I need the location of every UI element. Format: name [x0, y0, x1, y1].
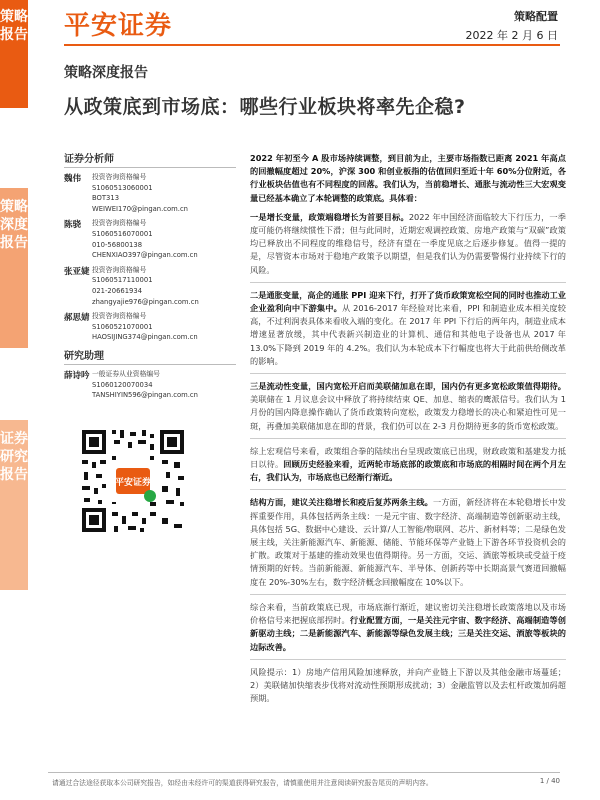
page-number: 1 / 40 — [539, 777, 560, 785]
summary-paragraph-2 — [250, 211, 566, 283]
summary-paragraph-5 — [250, 445, 566, 491]
analyst-name: 郝思婧 — [64, 313, 90, 324]
analyst-name: 魏伟 — [64, 174, 82, 184]
summary-paragraph-6 — [250, 496, 566, 594]
paragraph-highlight: 行业配置方面，一是关注元宇宙、数字经济、高端制造等创新驱动主线；二是新能源汽车、新能源等绿色发展主线；三是关注交运、酒旅等板块的边际改善。 — [250, 615, 566, 652]
analyst-details — [92, 172, 188, 214]
summary-paragraph-7 — [250, 601, 566, 660]
analyst-column — [64, 150, 236, 405]
assistant-entry — [64, 369, 236, 401]
band-label-mid: 策略深度报告 — [0, 199, 28, 251]
analyst-cert-no: S1060517110001 — [92, 276, 153, 285]
analyst-email[interactable]: WEIWEI170@pingan.com.cn — [92, 204, 188, 213]
analyst-details — [92, 218, 198, 260]
risk-warning: 风险提示：1）房地产信用风险加速释放，并向产业链上下游以及其他金融市场蔓延；2）美联储加快缩表步伐将对流动性预期形成扰动；3）金融监管以及去杠杆政策加码超预期。 — [250, 666, 566, 704]
summary-paragraph-3 — [250, 289, 566, 374]
paragraph-text: 2022 年中国经济面临较大下行压力，一季度可能仍将继续惯性下滑；但与此同时，近期宏观调控政策、房地产政策与“双碳”政策均已释放出不同程度的维稳信号，经济有望在一季度见底之后逐步修复。值得一提的是，尽管资本市场对于稳地产政策予以期望，但是我们认为仍需要警惕行业持续下行的风险。 — [250, 211, 566, 275]
paragraph-text: 从 2016-2017 年经验对比来看，PPI 和制造业成本相关度较高，不过利润表具体来看收入端的变化。在 2017 年 PPI 下行后的两年内，制造业成本增速显著放缓，其中代表新兴制造业的计算机、通信和其他电子设备也从 2017 年 13.0%下降到 2019 年的 4.2%。我们认为本轮成本下行幅度也将大于此前供给侧改革的影响。 — [250, 303, 566, 366]
analyst-phone: 010-56800138 — [92, 240, 143, 249]
analyst-name: 张亚婕 — [64, 266, 90, 277]
band-label-bottom: 证券研究报告 — [0, 431, 28, 483]
analyst-cert-no: S1060521070001 — [92, 322, 153, 331]
analyst-entry — [64, 218, 236, 260]
analyst-cert-label: 投资咨询资格编号 — [92, 312, 147, 321]
doc-type: 策略配置 — [514, 10, 558, 23]
analyst-phone: 021-20661934 — [92, 286, 143, 295]
paragraph-highlight: 回顾历史经验来看，近两轮市场底部的政策底和市场底的相隔时间在两个月左右，我们认为，市场底也已经渐行渐近。 — [250, 459, 566, 483]
assistant-email[interactable]: TANSHIYIN596@pingan.com.cn — [92, 391, 198, 400]
assistants-heading: 研究助理 — [64, 347, 236, 365]
paragraph-highlight: 三是流动性变量，国内宽松开启而美联储加息在即，国内仍有更多宽松政策值得期待。 — [250, 381, 566, 392]
paragraph-text: 综合来看，当前政策底已现，市场底渐行渐近，建议密切关注稳增长政策落地以及市场价格信号来把握底部拐时。 — [250, 601, 566, 626]
analyst-entry — [64, 311, 236, 343]
paragraph-text: 一方面，新经济将在本轮稳增长中发挥重要作用，具体包括两条主线：一是元宇宙、数字经济、高端制造等创新驱动主线，具体包括 5G、数据中心建设、云计算/人工智能/物联网、芯片、新材料等；二是绿色发展主线，关注新能源汽车、新能源、储能、节能环保等产业链上下游各环节投资机会的扩散。政策对于基建的推动效果也值得期待。另一方面，交运、酒旅等板块或受益于疫情预期的好转。当前新能源、新能源汽车、半导体、创新药等中长期高景气赛道回撤幅度在 20%-30%左右，数字经济概念回撤幅度在 10%以下。 — [250, 497, 566, 587]
footer-disclaimer: 请通过合法途径获取本公司研究报告，如经由未经许可的渠道获得研究报告，请慎重使用并注意阅读研究报告尾页的声明内容。 — [52, 779, 433, 787]
assistant-cert-label: 一般证券从业资格编号 — [92, 369, 160, 378]
logo-text: 平安证券 — [64, 10, 173, 41]
band-label-top: 策略报告 — [0, 9, 28, 43]
report-title: 从政策底到市场底：哪些行业板块将率先企稳? — [64, 96, 466, 118]
footer-divider — [48, 772, 560, 773]
summary-lead-text: 2022 年初至今 A 股市场持续调整，到目前为止，主要市场指数已距离 2021 年高点的回撤幅度超过 20%，沪深 300 和创业板指的估值回归至近十年 60%分位附近，各行业板块估值也有不同程度的回落。我们认为，当前稳增长、通胀与流动性三大宏观变量已经基本确立了本轮调整的政策底。具体看： — [250, 153, 566, 203]
analyst-details — [92, 311, 198, 343]
report-kind: 策略深度报告 — [64, 65, 148, 81]
summary-paragraph-1 — [250, 152, 566, 205]
paragraph-text: 美联储在 1 月议息会议中释放了将持续结束 QE、加息、缩表的鹰派信号。我们认为 1 月份的国内降息操作确认了货币政策转向宽松，政策发力稳增长的决心和紧迫性可见一斑，再叠加美联储加息在即的背景，我们仍可以在 2-3 月份期待更多的货币宽松政策。 — [250, 394, 566, 431]
paragraph-highlight: 一是增长变量，政策端稳增长为首要目标。 — [250, 211, 409, 222]
analysts-heading: 证券分析师 — [64, 150, 236, 168]
header-divider — [64, 44, 560, 46]
analyst-cert-label: 投资咨询资格编号 — [92, 265, 147, 274]
assistant-cert-no: S1060120070034 — [92, 380, 153, 389]
assistant-details — [92, 369, 198, 401]
summary-paragraph-4 — [250, 380, 566, 439]
analyst-cert-label: 投资咨询资格编号 — [92, 173, 147, 181]
analyst-entry — [64, 172, 236, 214]
qr-logo-text: 平安证券 — [114, 478, 152, 488]
analyst-entry — [64, 265, 236, 307]
qr-code-icon — [78, 426, 188, 536]
doc-date: 2022 年 2 月 6 日 — [465, 29, 558, 42]
paragraph-highlight: 二是通胀变量，高企的通胀 PPI 迎来下行，打开了货币政策宽松空间的同时也推动工业企业盈利向中下游集中。 — [250, 289, 566, 314]
analyst-details — [92, 265, 199, 307]
report-summary — [250, 152, 566, 711]
analyst-code: BOT313 — [92, 194, 120, 203]
company-logo — [64, 6, 172, 40]
analyst-cert-label: 投资咨询资格编号 — [92, 219, 147, 228]
analyst-name: 陈骁 — [64, 220, 82, 231]
assistant-name: 薛诗吟 — [64, 370, 90, 381]
analyst-email[interactable]: HAOSIJING374@pingan.com.cn — [92, 333, 198, 342]
paragraph-text: 综上宏观信号来看，政策组合拳的陆续出台呈现政策底已出现，财政政策和基建发力抵日以待。 — [250, 445, 566, 470]
paragraph-highlight: 结构方面，建议关注稳增长和疫后复苏两条主线。 — [250, 497, 434, 508]
analyst-cert-no: S1060516070001 — [92, 229, 153, 238]
analyst-email[interactable]: zhangyajie976@pingan.com.cn — [92, 297, 199, 306]
analyst-email[interactable]: CHENXIAO397@pingan.com.cn — [92, 251, 198, 260]
side-band — [0, 0, 28, 800]
analyst-cert-no: S1060513060001 — [92, 183, 153, 192]
